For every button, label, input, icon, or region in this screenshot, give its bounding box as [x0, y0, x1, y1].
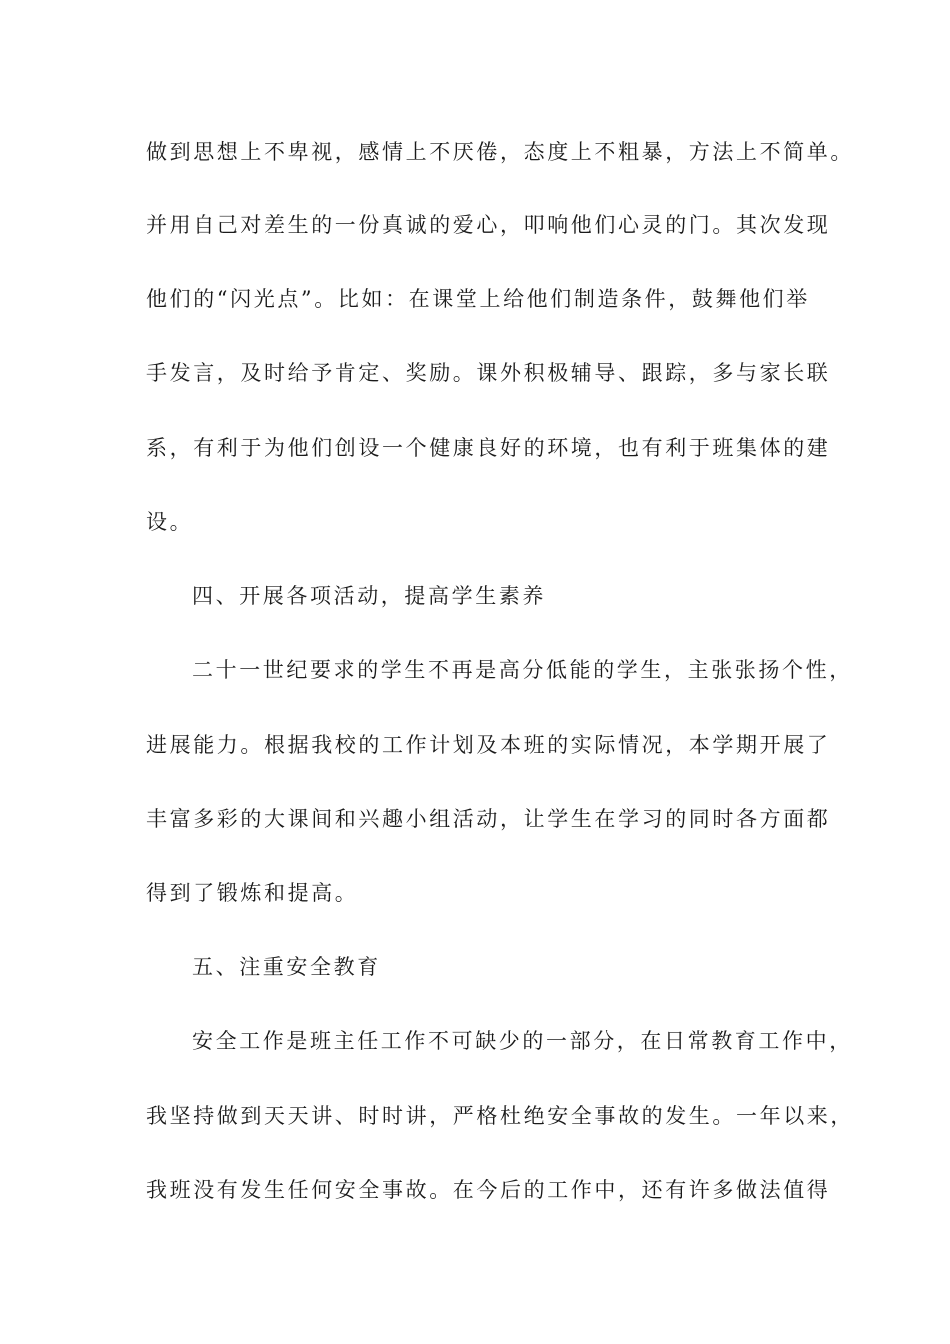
text-line: 进展能力。根据我校的工作计划及本班的实际情况，本学期开展了 — [146, 733, 831, 757]
text-line: 设。 — [146, 510, 194, 534]
text-line: 系，有利于为他们创设一个健康良好的环境，也有利于班集体的建 — [146, 436, 831, 460]
text-line: 手发言，及时给予肯定、奖励。课外积极辅导、跟踪，多与家长联 — [146, 361, 831, 385]
text-line: 丰富多彩的大课间和兴趣小组活动，让学生在学习的同时各方面都 — [146, 807, 831, 831]
section-heading: 五、注重安全教育 — [192, 955, 381, 979]
text-line: 我班没有发生任何安全事故。在今后的工作中，还有许多做法值得 — [146, 1178, 831, 1202]
text-line: 得到了锻炼和提高。 — [146, 881, 359, 905]
paragraph-first-line: 二十一世纪要求的学生不再是高分低能的学生，主张张扬个性， — [192, 658, 853, 682]
paragraph-first-line: 安全工作是班主任工作不可缺少的一部分，在日常教育工作中， — [192, 1029, 853, 1053]
text-line: 并用自己对差生的一份真诚的爱心，叩响他们心灵的门。其次发现 — [146, 213, 831, 237]
section-heading: 四、开展各项活动，提高学生素养 — [192, 584, 546, 608]
text-line: 我坚持做到天天讲、时时讲，严格杜绝安全事故的发生。一年以来， — [146, 1104, 854, 1128]
text-line: 做到思想上不卑视，感情上不厌倦，态度上不粗暴，方法上不简单。 — [146, 140, 854, 164]
text-line: 他们的“闪光点”。比如：在课堂上给他们制造条件，鼓舞他们举 — [146, 287, 810, 311]
